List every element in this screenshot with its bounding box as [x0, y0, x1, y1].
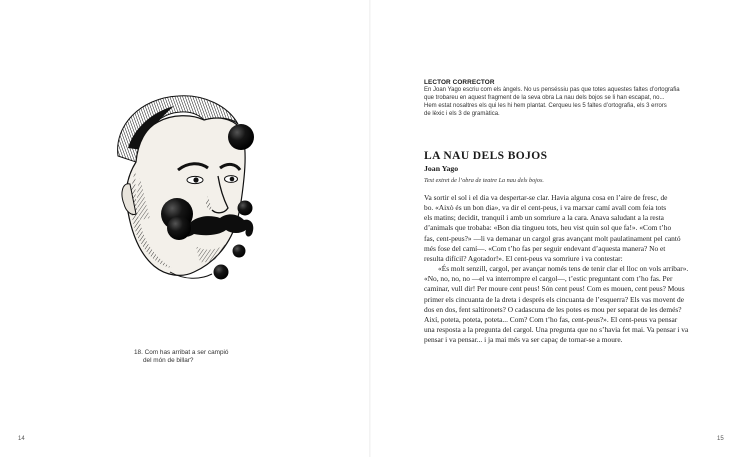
- story-line: «És molt senzill, cargol, per avançar només tens de tenir clar el lloc on vols arribar».: [438, 264, 689, 274]
- story-line: d’animals que trobaba: «Bon dia tingueu tots, heu vist quin sol que fa!». «Com t’ho: [424, 223, 672, 233]
- story-body: [424, 193, 696, 345]
- story-line: resulta difícil? Agotador!». El cent-peus va somriure i va contestar:: [424, 253, 623, 263]
- lector-line: que trobareu en aquest fragment de la seva obra La nau dels bojos se li han escapat, no...: [424, 94, 665, 101]
- story-line: «No, no, no, no —el va interrompre el cargol—, t’estic preguntant com t’ho fas. Per: [424, 274, 673, 284]
- story-line: fas, cent-peus?» —li va demanar un cargol gras avançant molt paulatinament pel cantó: [424, 233, 681, 243]
- story-line: pensar i va pensar... i ja mai més va ser capaç de tornar-se a moure.: [424, 335, 623, 345]
- book-gutter: [369, 0, 371, 457]
- mustached-man-engraving-illustration: [100, 88, 270, 288]
- lector-corrector-heading: LECTOR CORRECTOR: [424, 79, 495, 86]
- story-line: Així, poteta, poteta, poteta... Com? Com t’ho fas, cent-peus?». El cent-peus va pensar: [424, 314, 678, 324]
- illustration-caption: [134, 349, 254, 365]
- story-line: caminar, vull dir! Per moure cent peus! Són cent peus! Com es mouen, cent peus? Mous: [424, 284, 685, 294]
- story-title: LA NAU DELS BOJOS: [424, 150, 548, 162]
- story-line: bo. «Això és un bon dia», va dir el cent-peus, i va marxar camí avall com feia tots: [424, 203, 667, 213]
- lector-corrector-text: [424, 87, 686, 119]
- story-line: una resposta a la pregunta del cargol. Una pregunta que no s’havia fet mai. Va pensar i va: [424, 325, 689, 335]
- story-line: Va sortir el sol i el dia va despertar-se clar. Havia alguna cosa en l’aire de fresc, de: [424, 193, 668, 202]
- lector-line: de lèxic i els 3 de gramàtica.: [424, 110, 500, 117]
- story-line: dos en dos, fent saltironets? O cadascuna de les potes es mou per separat de les demés?: [424, 304, 682, 314]
- page-number-left: 14: [18, 436, 25, 442]
- lector-line: En Joan Yago escriu com els àngels. No us penséssiu pas que totes aquestes faltes d’ortografia: [424, 87, 680, 93]
- caption-line: del món de billar?: [143, 357, 194, 364]
- caption-line: 18. Com has arribat a ser campió: [134, 349, 229, 356]
- story-line: primer els cincuanta de la dreta i després els cincuanta de l’esquerra? Els vas movent de: [424, 294, 685, 304]
- lector-line: Hem estat nosaltres els qui les hi hem plantat. Cerqueu les 5 faltes d’ortografia, els 3 errors: [424, 102, 667, 109]
- story-author: Joan Yago: [424, 164, 459, 173]
- story-source-note: Text extret de l’obra de teatre La nau dels bojos.: [424, 177, 544, 184]
- story-line: més fose del camí—. «Com t’ho fas per seguir endevant d’aquesta manera? No et: [424, 243, 666, 253]
- story-line: els matins; decidit, tranquil i amb un somriure a la cara. Anava saludant a la resta: [424, 213, 664, 223]
- page-number-right: 15: [717, 436, 724, 442]
